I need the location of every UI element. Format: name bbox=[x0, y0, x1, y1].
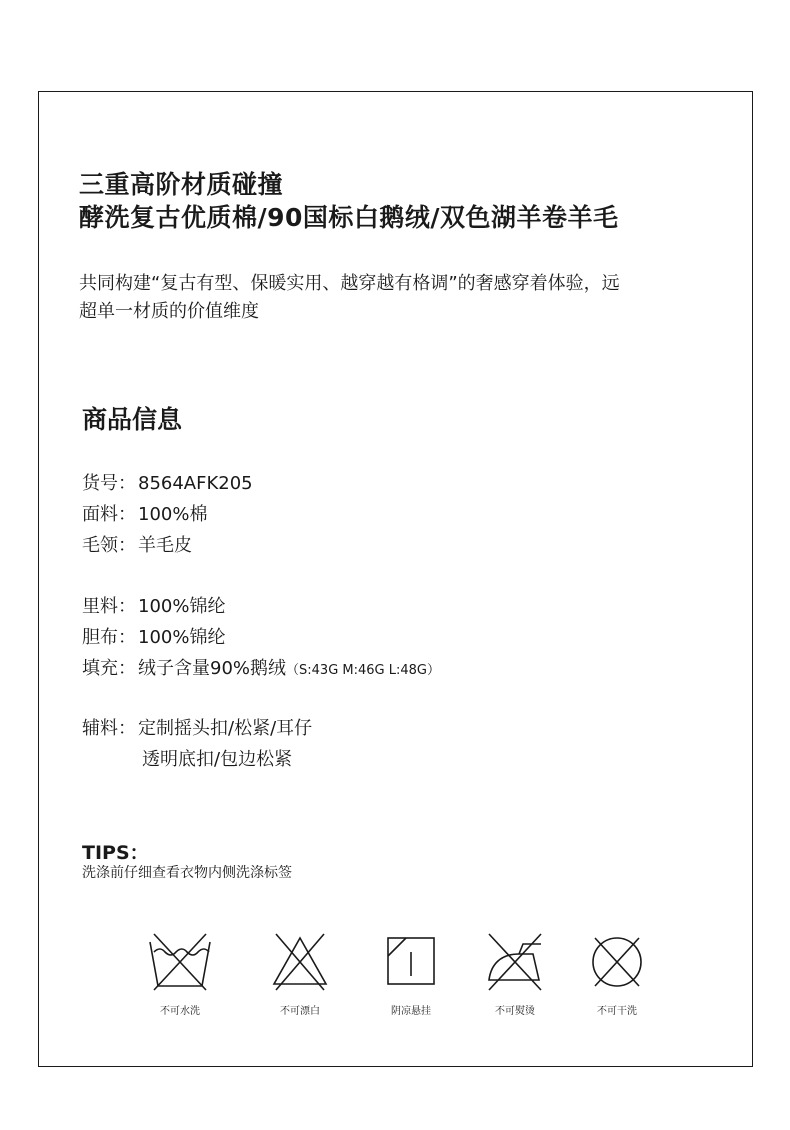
info-value: 羊毛皮 bbox=[138, 535, 192, 556]
product-info-title: 商品信息 bbox=[82, 405, 183, 434]
page-frame bbox=[38, 91, 753, 1067]
headline bbox=[79, 168, 619, 234]
info-value: 8564AFK205 bbox=[138, 473, 253, 494]
headline-line2: 酵洗复古优质棉/90国标白鹅绒/双色湖羊卷羊毛 bbox=[79, 203, 619, 232]
info-row-inner-shell bbox=[82, 625, 225, 651]
intro-line2: 超单一材质的价值维度 bbox=[79, 301, 259, 322]
no-bleach-icon bbox=[264, 930, 336, 994]
info-value: 100%锦纶 bbox=[138, 627, 226, 648]
info-row-fabric bbox=[82, 502, 207, 528]
info-value: 100%棉 bbox=[138, 504, 208, 525]
care-item-line-dry-shade bbox=[366, 930, 456, 1017]
info-value: 透明底扣/包边松紧 bbox=[142, 749, 293, 770]
info-label: 辅料： bbox=[82, 718, 136, 739]
info-row-filling bbox=[82, 656, 440, 684]
info-value: 100%锦纶 bbox=[138, 596, 226, 617]
info-label: 填充： bbox=[82, 658, 136, 679]
filling-weights: （S:43G M:46G L:48G） bbox=[286, 663, 440, 678]
care-label: 不可熨烫 bbox=[495, 1006, 535, 1017]
care-item-no-bleach bbox=[255, 930, 345, 1017]
tips-text: 洗涤前仔细查看衣物内侧洗涤标签 bbox=[82, 865, 292, 881]
care-item-no-dry-clean bbox=[572, 930, 662, 1017]
info-row-accessories bbox=[82, 716, 312, 742]
info-value: 绒子含量90%鹅绒 bbox=[138, 658, 287, 679]
info-row-collar bbox=[82, 533, 192, 559]
info-label: 里料： bbox=[82, 596, 136, 617]
no-dry-clean-icon bbox=[581, 930, 653, 994]
line-dry-shade-icon bbox=[375, 930, 447, 994]
care-item-no-wash bbox=[135, 930, 225, 1017]
info-label: 胆布： bbox=[82, 627, 136, 648]
no-iron-icon bbox=[479, 930, 551, 994]
info-row-sku bbox=[82, 471, 253, 497]
intro-line1: 共同构建“复古有型、保暖实用、越穿越有格调”的奢感穿着体验，远 bbox=[79, 273, 620, 294]
intro-text bbox=[79, 270, 709, 326]
info-row-lining bbox=[82, 594, 225, 620]
info-row-accessories-cont bbox=[142, 747, 292, 773]
info-label: 面料： bbox=[82, 504, 136, 525]
care-label: 不可漂白 bbox=[280, 1006, 320, 1017]
headline-line1: 三重高阶材质碰撞 bbox=[79, 170, 284, 199]
care-label: 不可水洗 bbox=[160, 1006, 200, 1017]
info-value: 定制摇头扣/松紧/耳仔 bbox=[138, 718, 313, 739]
tips-title: TIPS： bbox=[82, 842, 149, 864]
care-label: 不可干洗 bbox=[597, 1006, 637, 1017]
no-wash-icon bbox=[144, 930, 216, 994]
info-label: 货号： bbox=[82, 473, 136, 494]
care-item-no-iron bbox=[470, 930, 560, 1017]
info-label: 毛领： bbox=[82, 535, 136, 556]
care-label: 阴凉悬挂 bbox=[391, 1006, 431, 1017]
